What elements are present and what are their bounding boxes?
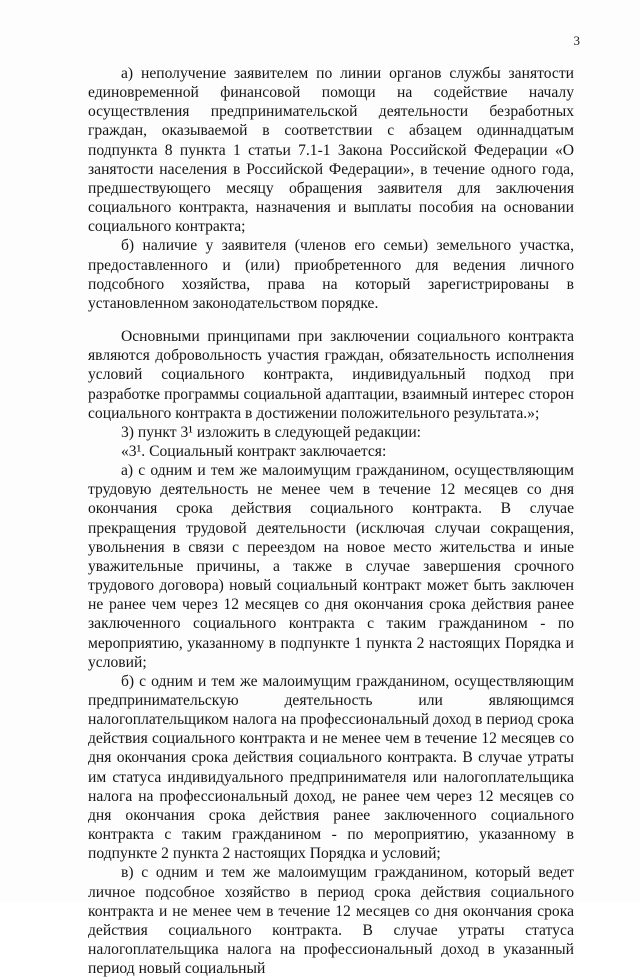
paragraph-item-a-labor: а) с одним и тем же малоимущим гражданином, осуществляющим трудовую деятельность не менее чем в течение 12 месяцев со дня окончания срока действия социального контракта. В случае прекращения трудовой деятельности (исключая случаи сокращения, увольнения в связи с переездом на новое место жительства и иные уважительные причины, а также в случае завершения срочного трудового договора) новый социальный контракт может быть заключен не ранее чем через 12 месяцев со дня окончания срока действия ранее заключенного социального контракта с таким гражданином - по мероприятию, указанному в подпункте 1 пункта 2 настоящих Порядка и условий;	[88, 462, 574, 671]
paragraph-amendment-point-3: 3) пункт 3¹ изложить в следующей редакции:	[121, 423, 422, 441]
document-body	[88, 64, 574, 978]
paragraph-contract-heading: «3¹. Социальный контракт заключается:	[121, 442, 387, 460]
paragraph-item-v-household: в) с одним и тем же малоимущим гражданином, который ведет личное подсобное хозяйство в период срока действия социального контракта и не менее чем в течение 12 месяцев со дня окончания срока действия социального контракта. В случае утраты статуса налогоплательщика налога на профессиональный доход в указанный период новый социальный	[88, 864, 574, 978]
paragraph-item-b-entrepreneur: б) с одним и тем же малоимущим гражданином, осуществляющим предпринимательскую деятельность или являющимся налогоплательщиком налога на профессиональный доход в период срока действия социального контракта и не менее чем в течение 12 месяцев со дня окончания срока действия социального контракта. В случае утраты им статуса индивидуального предпринимателя или налогоплательщика налога на профессиональный доход, не ранее чем через 12 месяцев со дня окончания срока действия ранее заключенного социального контракта с таким гражданином - по мероприятию, указанному в подпункте 2 пункта 2 настоящих Порядка и условий;	[88, 672, 574, 863]
paragraph-item-a-unemployment-aid: а) неполучение заявителем по линии органов службы занятости единовременной финансовой помощи на содействие началу осуществления предпринимательской деятельности безработных граждан, оказываемой в соответствии с абзацем одиннадцатым подпункта 8 пункта 1 статьи 7.1-1 Закона Российской Федерации «О занятости населения в Российской Федерации», в течение одного года, предшествующего месяцу обращения заявителя для заключения социального контракта, назначения и выплаты пособия на основании социального контракта;	[88, 65, 574, 236]
paragraph-item-b-land-plot: б) наличие у заявителя (членов его семьи) земельного участка, предоставленного и (или) приобретенного для ведения личного подсобного хозяйства, права на который зарегистрированы в установленном законодательством порядке.	[88, 237, 574, 312]
paragraph-principles: Основными принципами при заключении социального контракта являются добровольность участия граждан, обязательность исполнения условий социального контракта, индивидуальный подход при разработке программы социальной адаптации, взаимный интерес сторон социального контракта в достижении положительного результата.»;	[88, 328, 574, 422]
page-number: 3	[573, 33, 580, 48]
